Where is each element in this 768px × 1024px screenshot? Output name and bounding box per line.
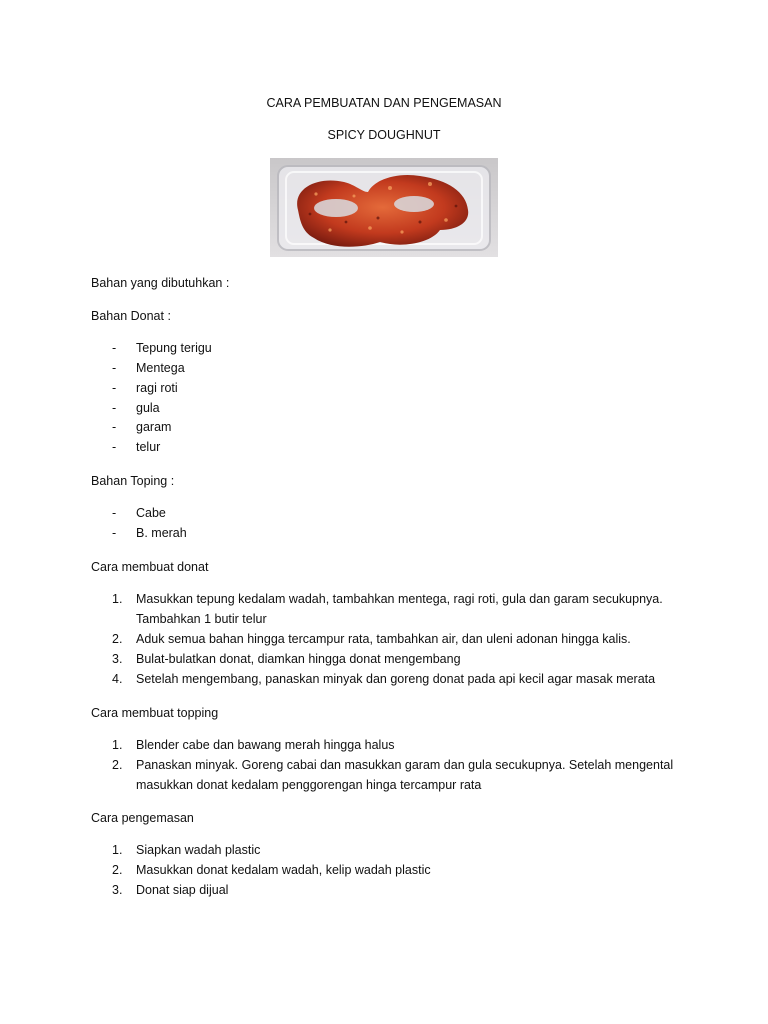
document-page: CARA PEMBUATAN DAN PENGEMASAN SPICY DOUGHNUT Bahan yang dibutuhkan : Bahan Donat : - Tepung terigu - Mentega - ragi roti - gula - garam - telur Bahan Toping : - Cabe - B. merah Cara membuat donat 1. Masukkan tepung kedalam wadah, tambahkan mentega, ragi roti, gula dan garam secukupnya. Tambahkan 1 butir telur 2. Aduk semua bahan hingga tercampur rata, tambahkan air, dan uleni adonan hingga kalis. 3. Bulat-bulatkan donat, diamkan hingga donat mengembang 4. Setelah mengembang, panaskan minyak dan goreng donat pada api kecil agar masak merata Cara membuat topping 1. Blender cabe dan bawang merah hingga halus 2. Panaskan minyak. Goreng cabai dan masukkan garam dan gula secukupnya. Setelah mengental masukkan donat kedalam penggorengan hinga tercampur rata Cara pengemasan 1. Siapkan wadah plastic 2. Masukkan donat kedalam wadah, kelip wadah plastic 3. Donat siap dijual: [0, 0, 768, 1024]
topping-method-heading: Cara membuat topping: [91, 706, 219, 720]
topping-ingredients-heading: Bahan Toping :: [91, 474, 175, 488]
document-subtitle: SPICY DOUGHNUT: [327, 128, 441, 142]
donut-ingredients-heading: Bahan Donat :: [91, 309, 171, 323]
packaging-heading: Cara pengemasan: [91, 811, 194, 825]
doughnut-photo: [270, 158, 498, 257]
donut-method-heading: Cara membuat donat: [91, 560, 209, 574]
document-title: CARA PEMBUATAN DAN PENGEMASAN: [266, 96, 502, 110]
ingredients-heading: Bahan yang dibutuhkan :: [91, 276, 230, 290]
